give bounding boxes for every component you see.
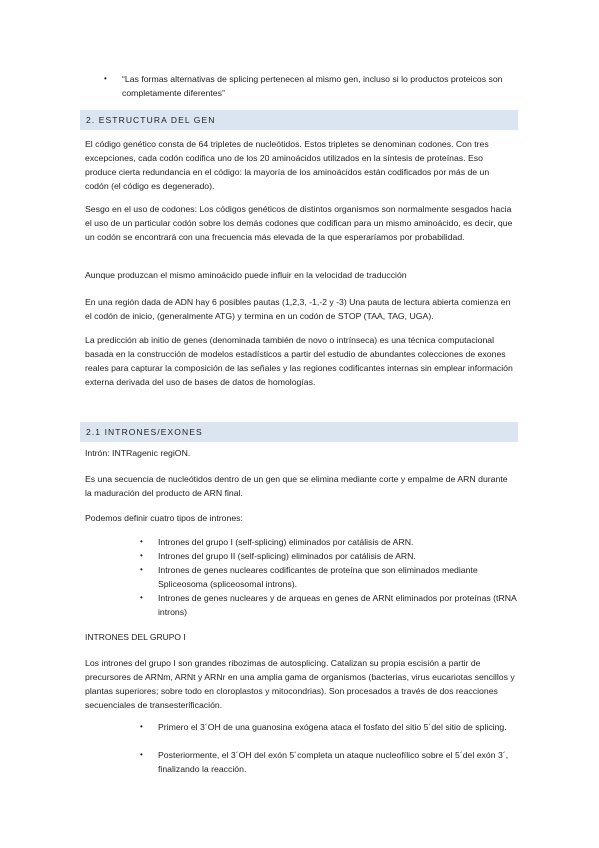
bullet-icon: • <box>140 750 143 759</box>
list-item: • Intrones de genes nucleares y de arqueas en genes de ARNt eliminados por proteínas (tRNA introns) <box>140 593 517 617</box>
list-item: • Intrones de genes nucleares codificantes de proteína que son eliminados mediante Spliceosoma (spliceosomal introns). <box>140 565 478 589</box>
paragraph-velocidad-traduccion: Aunque produzcan el mismo aminoácido puede influir en la velocidad de traducción <box>85 270 407 280</box>
bullet-icon: • <box>140 593 143 602</box>
quote-bullet-item <box>104 72 518 100</box>
quote-text: “Las formas alternativas de splicing pertenecen al mismo gen, incluso si lo productos proteicos son completamente diferentes” <box>122 74 503 98</box>
subheading-grupo-i: INTRONES DEL GRUPO I <box>85 632 186 642</box>
paragraph-intron-secuencia: Es una secuencia de nucleótidos dentro de un gen que se elimina mediante corte y empalme de ARN durante la maduración del producto de ARN final. <box>85 474 508 498</box>
paragraph-sesgo-codones: Sesgo en el uso de codones: Los códigos genéticos de distintos organismos son normalmente sesgados hacia el uso de un particular codón sobre los demás codones que codifican para un mismo aminoácido, es decir, que un codón se encontrará con una frecuencia más elevada de la que esperaríamos por probabilidad. <box>85 204 513 242</box>
bullet-icon: • <box>140 722 143 731</box>
paragraph-tipos-intro: Podemos definir cuatro tipos de intrones: <box>85 513 243 523</box>
list-item: • Intrones del grupo I (self-splicing) eliminados por catálisis de ARN. <box>140 537 414 547</box>
paragraph-intron-definicion: Intrón: INTRagenic regiON. <box>85 448 191 458</box>
bullet-icon: • <box>104 74 107 83</box>
paragraph-prediccion-ab-initio: La predicción ab initio de genes (denominada también de novo o intrínseca) es una técnica computacional basada en la construcción de modelos estadísticos a partir del estudio de abundantes colecciones de exones reales para capturar la composición de las señales y las regiones codificantes internas sin emplear información externa derivada del uso de bases de datos de homologías. <box>85 335 513 387</box>
paragraph-pautas-lectura: En una región dada de ADN hay 6 posibles pautas (1,2,3, -1,-2 y -3) Una pauta de lectura abierta comienza en el codón de inicio, (generalmente ATG) y termina en un codón de STOP (TAA, TAG, UGA). <box>85 297 511 321</box>
paragraph-codigo-genetico: El código genético consta de 64 tripletes de nucleótidos. Estos tripletes se denominan codones. Con tres excepciones, cada codón codifica uno de los 20 aminoácidos utilizados en la síntesis de proteínas. Eso produce cierta redundancia en el código: la mayoría de los aminoácidos están codificados por más de un codón (el código es degenerado). <box>85 139 490 191</box>
list-item: • Posteriormente, el 3´OH del exón 5´completa un ataque nucleofílico sobre el 5´del exón 3´, finalizando la reacción. <box>140 750 509 774</box>
paragraph-grupo-i: Los intrones del grupo I son grandes ribozimas de autosplicing. Catalizan su propia escisión a partir de precursores de ARNm, ARNt y ARNr en una amplia gama de organismos (bacterias, virus eucariotas sencillos y plantas superiores; sobre todo en cloroplastos y mitocondrias). Son procesados a través de dos reacciones secuenciales de transesterificación. <box>85 658 515 710</box>
bullet-icon: • <box>140 551 143 560</box>
section-heading-intrones-exones: 2.1 INTRONES/EXONES <box>80 422 518 442</box>
bullet-icon: • <box>140 565 143 574</box>
bullet-icon: • <box>140 537 143 546</box>
list-item: • Intrones del grupo II (self-splicing) eliminados por catálisis de ARN. <box>140 551 416 561</box>
section-heading-estructura: 2. ESTRUCTURA DEL GEN <box>80 110 518 130</box>
list-item: • Primero el 3´OH de una guanosina exógena ataca el fosfato del sitio 5´del sitio de splicing. <box>140 722 507 732</box>
